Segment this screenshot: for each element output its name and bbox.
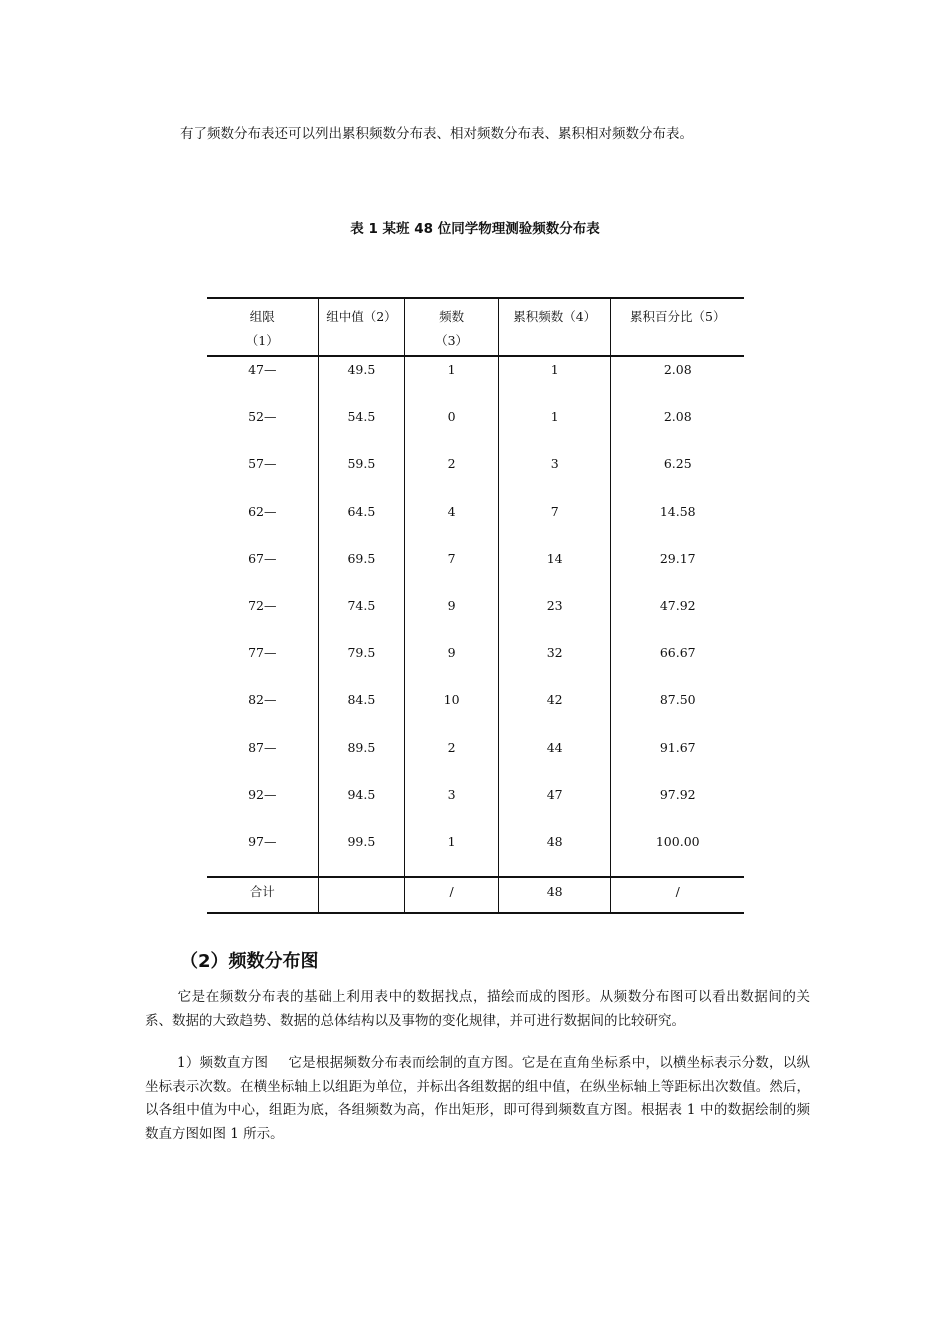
- table-cell: 74.5: [318, 593, 405, 640]
- table-row: [207, 735, 744, 782]
- table-cell: 54.5: [318, 404, 405, 451]
- table-cell: 94.5: [318, 782, 405, 829]
- table-cell: 84.5: [318, 687, 405, 734]
- table-cell: 99.5: [318, 829, 405, 877]
- intro-paragraph: 有了频数分布表还可以列出累积频数分布表、相对频数分布表、累积相对频数分布表。: [180, 126, 693, 142]
- header-label: 频数: [439, 309, 465, 324]
- header-cell: [207, 298, 318, 356]
- table-cell: 10: [405, 687, 499, 734]
- body-paragraph: [145, 1052, 810, 1146]
- table-cell: 87—: [207, 735, 318, 782]
- table-cell: 7: [498, 499, 611, 546]
- table-cell: 44: [498, 735, 611, 782]
- table-row: [207, 356, 744, 404]
- table-row: [207, 782, 744, 829]
- table-cell: 23: [498, 593, 611, 640]
- table-cell: 14.58: [611, 499, 744, 546]
- table-cell: 47.92: [611, 593, 744, 640]
- table-cell: 6.25: [611, 451, 744, 498]
- header-cell: [318, 298, 405, 356]
- table-cell: 9: [405, 593, 499, 640]
- table-cell: 2.08: [611, 404, 744, 451]
- header-cell: [611, 298, 744, 356]
- table-cell: 4: [405, 499, 499, 546]
- footer-cell: 48: [498, 877, 611, 913]
- table-cell: 62—: [207, 499, 318, 546]
- header-cell: [405, 298, 499, 356]
- footer-cell: [318, 877, 405, 913]
- body-paragraph: [145, 986, 810, 1033]
- footer-cell: /: [611, 877, 744, 913]
- table-row: [207, 451, 744, 498]
- table-cell: 77—: [207, 640, 318, 687]
- table-row: [207, 499, 744, 546]
- table-header-row: [207, 298, 744, 356]
- table-row: [207, 404, 744, 451]
- table-cell: 2: [405, 451, 499, 498]
- header-label: 组限: [249, 309, 275, 324]
- table-cell: 1: [498, 404, 611, 451]
- table-cell: 91.67: [611, 735, 744, 782]
- table-cell: 59.5: [318, 451, 405, 498]
- table-cell: 0: [405, 404, 499, 451]
- table-row: [207, 687, 744, 734]
- table-cell: 42: [498, 687, 611, 734]
- table-cell: 64.5: [318, 499, 405, 546]
- table-cell: 3: [498, 451, 611, 498]
- table-cell: 97.92: [611, 782, 744, 829]
- footer-cell: 合计: [207, 877, 318, 913]
- table-cell: 100.00: [611, 829, 744, 877]
- header-label: 累积百分比（5）: [630, 309, 726, 324]
- header-label: 累积频数（4）: [513, 309, 597, 324]
- table-cell: 67—: [207, 546, 318, 593]
- paragraph-text: 它是根据频数分布表而绘制的直方图。它是在直角坐标系中，以横坐标表示分数，以纵坐标表示次数。在横坐标轴上以组距为单位，并标出各组数据的组中值，在纵坐标轴上等距标出次数值。然后，以各组中值为中心，组距为底，各组频数为高，作出矩形，即可得到频数直方图。根据表 1 中的数据绘制的频数直方图如图 1 所示。: [145, 1055, 811, 1142]
- table-cell: 29.17: [611, 546, 744, 593]
- table-footer-row: [207, 877, 744, 913]
- table-cell: 3: [405, 782, 499, 829]
- footer-cell: /: [405, 877, 499, 913]
- table-cell: 2: [405, 735, 499, 782]
- header-sublabel: （1）: [245, 333, 279, 348]
- table-cell: 92—: [207, 782, 318, 829]
- table-cell: 49.5: [318, 356, 405, 404]
- frequency-distribution-table: [207, 297, 744, 914]
- table-cell: 1: [405, 356, 499, 404]
- table-cell: 1: [405, 829, 499, 877]
- table-cell: 2.08: [611, 356, 744, 404]
- table-cell: 79.5: [318, 640, 405, 687]
- paragraph-label: 1）频数直方图: [177, 1055, 269, 1071]
- table-row: [207, 546, 744, 593]
- table-cell: 7: [405, 546, 499, 593]
- table-cell: 72—: [207, 593, 318, 640]
- table-row: [207, 829, 744, 877]
- table-cell: 47—: [207, 356, 318, 404]
- table-cell: 32: [498, 640, 611, 687]
- section-heading: （2）频数分布图: [180, 951, 319, 972]
- table-cell: 1: [498, 356, 611, 404]
- table-cell: 48: [498, 829, 611, 877]
- paragraph-text: 它是在频数分布表的基础上利用表中的数据找点，描绘而成的图形。从频数分布图可以看出数据间的关系、数据的大致趋势、数据的总体结构以及事物的变化规律，并可进行数据间的比较研究。: [145, 989, 810, 1029]
- table-cell: 47: [498, 782, 611, 829]
- table-title: 表 1 某班 48 位同学物理测验频数分布表: [350, 221, 600, 237]
- table-cell: 14: [498, 546, 611, 593]
- table-row: [207, 640, 744, 687]
- header-sublabel: （3）: [435, 333, 469, 348]
- table-cell: 57—: [207, 451, 318, 498]
- table-cell: 9: [405, 640, 499, 687]
- table-row: [207, 593, 744, 640]
- table-cell: 87.50: [611, 687, 744, 734]
- table-cell: 69.5: [318, 546, 405, 593]
- table-cell: 82—: [207, 687, 318, 734]
- header-label: 组中值（2）: [326, 309, 397, 324]
- header-cell: [498, 298, 611, 356]
- table-cell: 66.67: [611, 640, 744, 687]
- table-cell: 97—: [207, 829, 318, 877]
- table-cell: 52—: [207, 404, 318, 451]
- table-cell: 89.5: [318, 735, 405, 782]
